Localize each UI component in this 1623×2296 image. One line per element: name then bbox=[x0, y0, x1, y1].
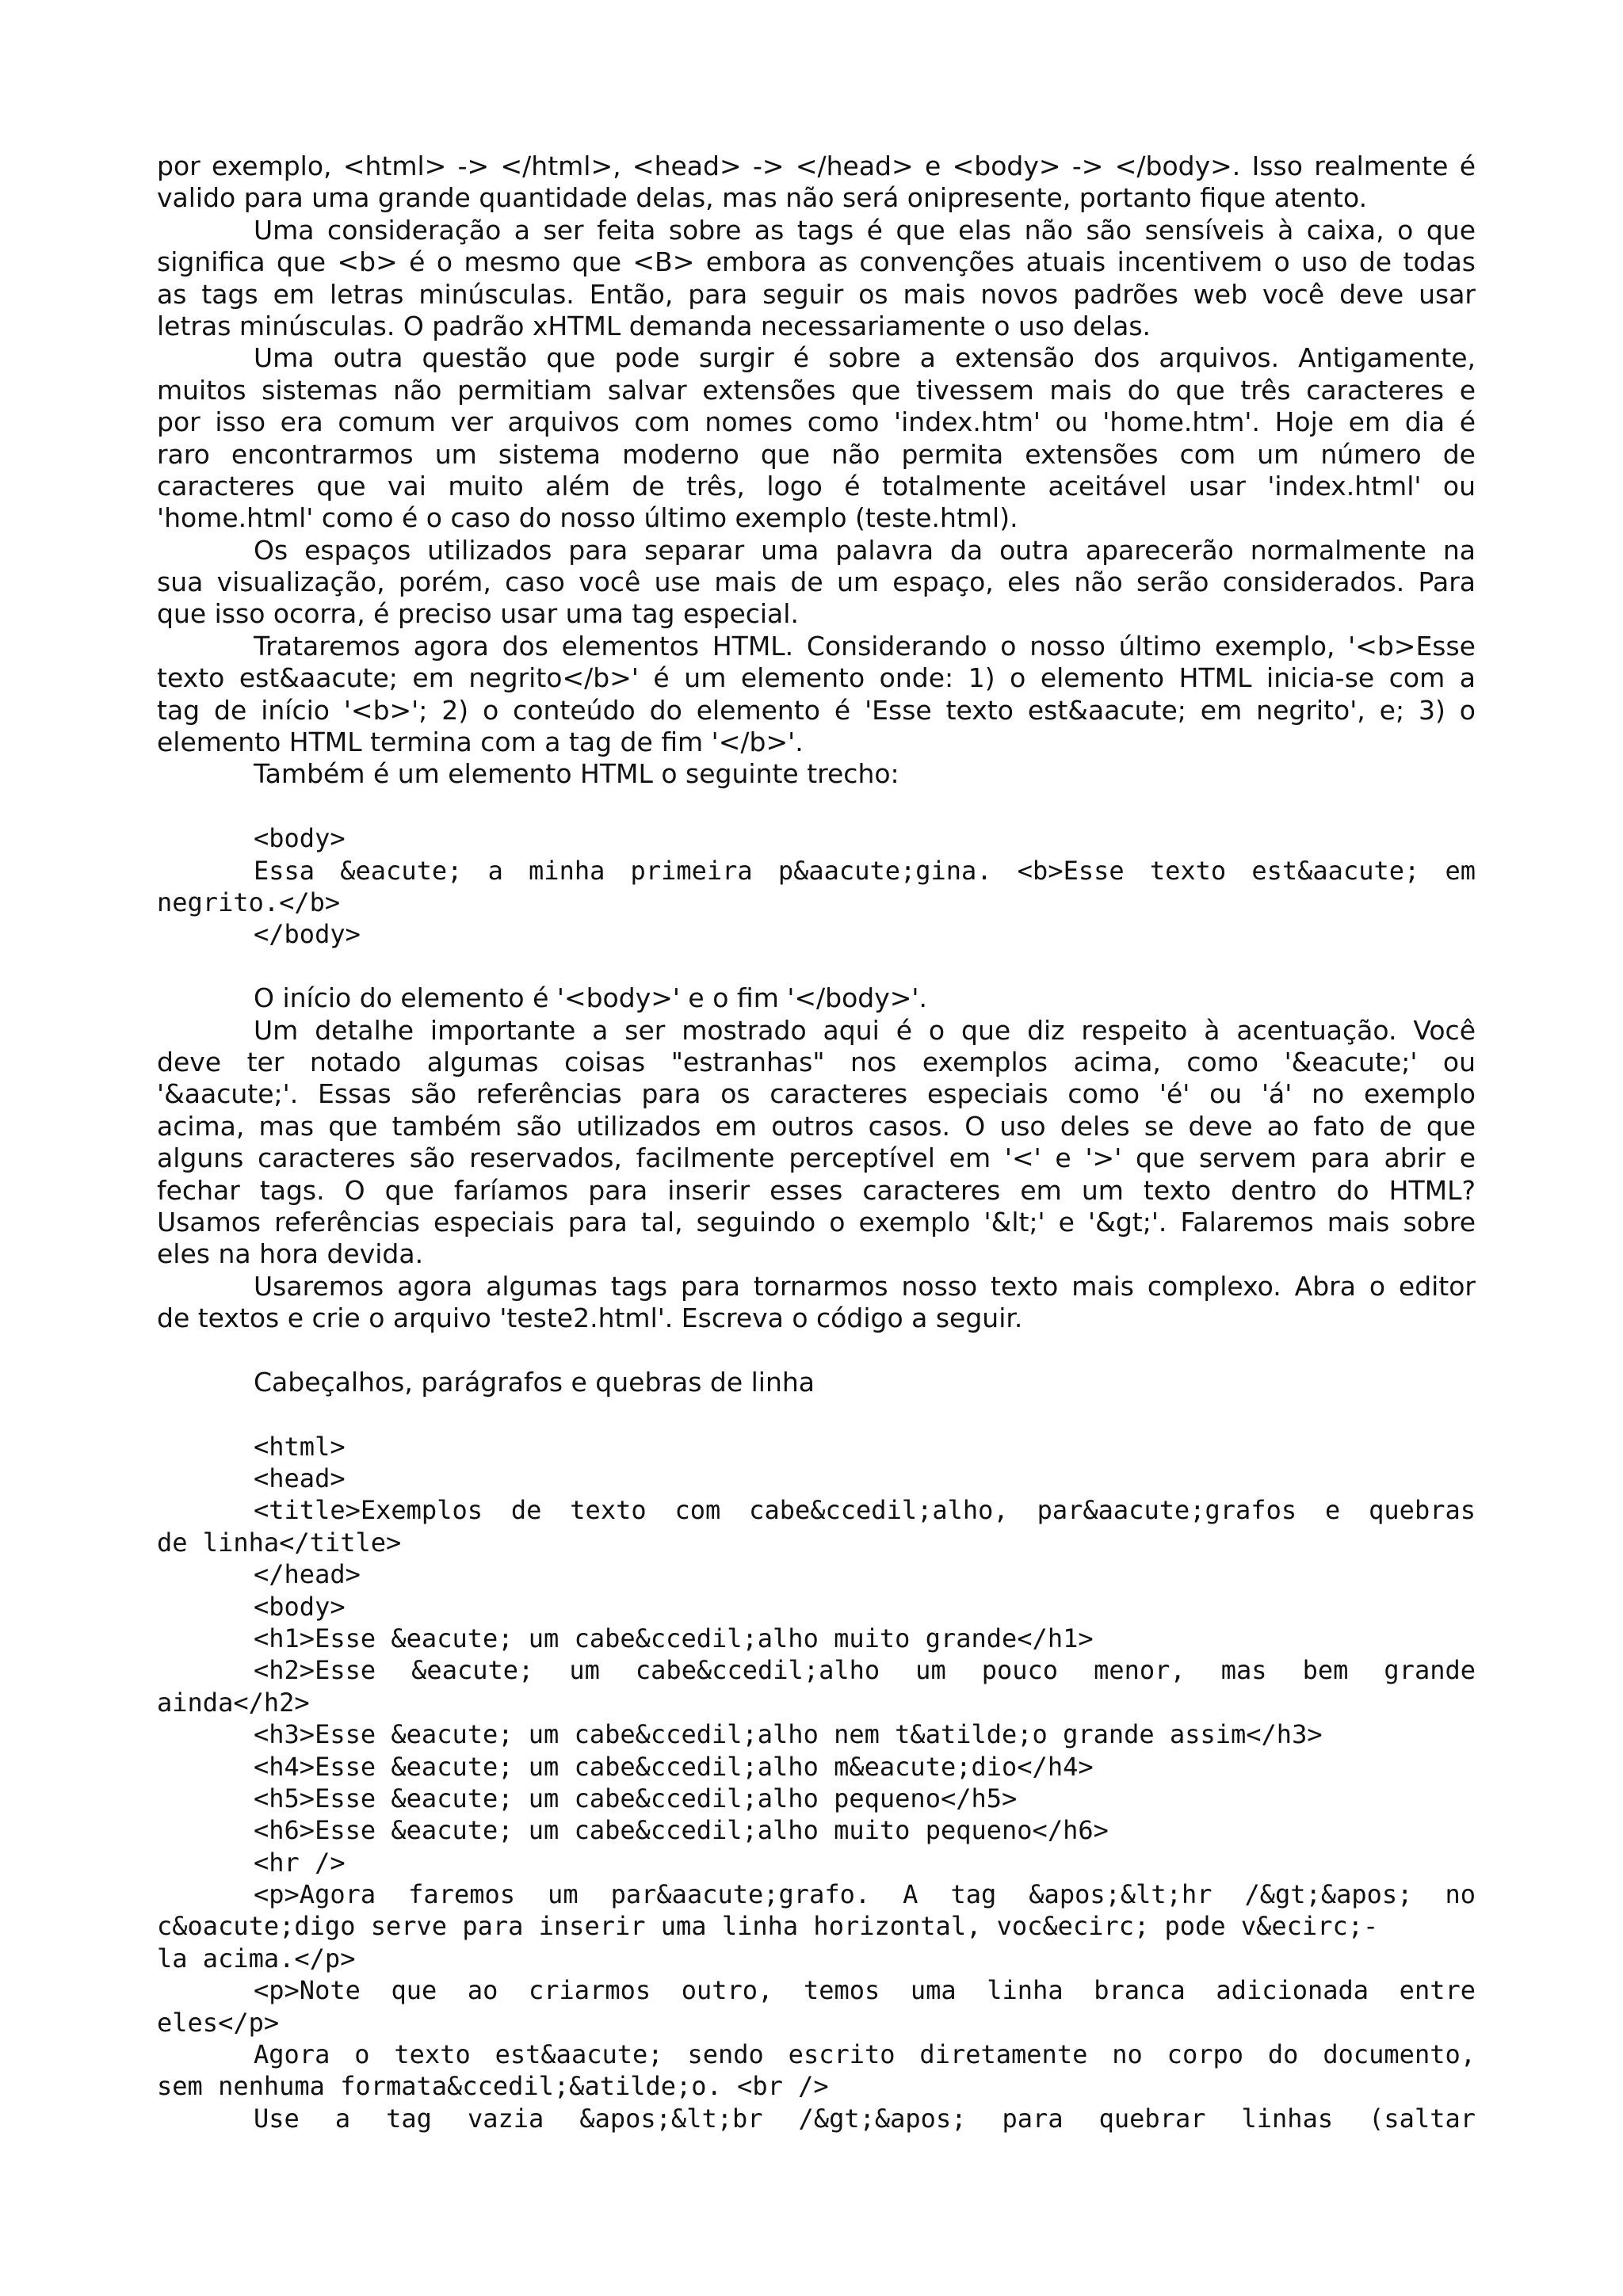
text-line: eles</p> bbox=[157, 2007, 280, 2038]
text-line: texto est&aacute; em negrito</b>' é um elemento onde: 1) o elemento HTML inicia-se com a bbox=[157, 662, 1476, 694]
text-line: la acima.</p> bbox=[157, 1943, 356, 1974]
blank-line bbox=[157, 791, 1476, 822]
text-line: <h3>Esse &eacute; um cabe&ccedil;alho nem t&atilde;o grande assim</h3> bbox=[254, 1719, 1323, 1750]
text-line: sem nenhuma formata&ccedil;&atilde;o. <br /> bbox=[157, 2071, 829, 2102]
text-line: Usaremos agora algumas tags para tornarmos nosso texto mais complexo. Abra o editor bbox=[254, 1270, 1476, 1302]
text-line: raro encontrarmos um sistema moderno que não permita extensões com um número de bbox=[157, 438, 1476, 470]
text-line: <html> bbox=[254, 1431, 346, 1462]
text-line: tag de início '<b>'; 2) o conteúdo do elemento é 'Esse texto est&aacute; em negrito', e; 3) o bbox=[157, 694, 1476, 726]
text-line: elemento HTML termina com a tag de fim '</b>'. bbox=[157, 727, 804, 758]
text-line: Usamos referências especiais para tal, seguindo o exemplo '&lt;' e '&gt;'. Falaremos mais sobre bbox=[157, 1206, 1476, 1238]
text-line: <h1>Esse &eacute; um cabe&ccedil;alho muito grande</h1> bbox=[254, 1623, 1094, 1653]
text-line: acima, mas que também são utilizados em outros casos. O uso deles se deve ao fato de que bbox=[157, 1110, 1476, 1142]
blank-line bbox=[157, 951, 1476, 982]
text-line: <body> bbox=[254, 1591, 346, 1622]
text-line: Uma outra questão que pode surgir é sobre a extensão dos arquivos. Antigamente, bbox=[254, 342, 1476, 374]
text-line: de linha</title> bbox=[157, 1527, 402, 1558]
text-line: <hr /> bbox=[254, 1847, 346, 1878]
text-line: O início do elemento é '<body>' e o fim '</body>'. bbox=[254, 982, 927, 1014]
text-line: <head> bbox=[254, 1463, 346, 1494]
text-line: '&aacute;'. Essas são referências para os caracteres especiais como 'é' ou 'á' no exemplo bbox=[157, 1078, 1476, 1110]
text-line: ainda</h2> bbox=[157, 1687, 310, 1718]
text-line: por isso era comum ver arquivos com nomes como 'index.htm' ou 'home.htm'. Hoje em dia é bbox=[157, 406, 1476, 438]
text-line: <p>Note que ao criarmos outro, temos uma linha branca adicionada entre bbox=[254, 1975, 1476, 2006]
text-line: as tags em letras minúsculas. Então, para seguir os mais novos padrões web você deve usar bbox=[157, 278, 1476, 310]
text-line: letras minúsculas. O padrão xHTML demanda necessariamente o uso delas. bbox=[157, 310, 1151, 341]
text-line: <title>Exemplos de texto com cabe&ccedil;alho, par&aacute;grafos e quebras bbox=[254, 1495, 1476, 1526]
text-line: alguns caracteres são reservados, facilmente perceptível em '<' e '>' que servem para abrir e bbox=[157, 1142, 1476, 1174]
text-line: <h6>Esse &eacute; um cabe&ccedil;alho muito pequeno</h6> bbox=[254, 1815, 1109, 1846]
text-line: Essa &eacute; a minha primeira p&aacute;gina. <b>Esse texto est&aacute; em bbox=[254, 855, 1476, 886]
blank-line bbox=[157, 1398, 1476, 1430]
text-line: Use a tag vazia &apos;&lt;br /&gt;&apos; para quebrar linhas (saltar bbox=[254, 2103, 1476, 2134]
document-page bbox=[157, 151, 1476, 2134]
text-line: Cabeçalhos, parágrafos e quebras de linha bbox=[254, 1366, 815, 1398]
text-line: Os espaços utilizados para separar uma palavra da outra aparecerão normalmente na bbox=[254, 534, 1476, 566]
text-line: Um detalhe importante a ser mostrado aqui é o que diz respeito à acentuação. Você bbox=[254, 1014, 1476, 1046]
text-line: <body> bbox=[254, 823, 346, 854]
text-line: que isso ocorra, é preciso usar uma tag especial. bbox=[157, 598, 799, 630]
text-line: caracteres que vai muito além de três, logo é totalmente aceitável usar 'index.html' ou bbox=[157, 470, 1476, 502]
text-line: <h5>Esse &eacute; um cabe&ccedil;alho pequeno</h5> bbox=[254, 1783, 1018, 1814]
text-line: de textos e crie o arquivo 'teste2.html'. Escreva o código a seguir. bbox=[157, 1302, 1023, 1334]
text-line: por exemplo, <html> -> </html>, <head> -> </head> e <body> -> </body>. Isso realmente é bbox=[157, 151, 1476, 181]
text-line: deve ter notado algumas coisas "estranhas" nos exemplos acima, como '&eacute;' ou bbox=[157, 1046, 1476, 1077]
text-line: negrito.</b> bbox=[157, 887, 341, 917]
text-line: fechar tags. O que faríamos para inserir esses caracteres em um texto dentro do HTML? bbox=[157, 1174, 1476, 1206]
text-line: valido para uma grande quantidade delas, mas não será onipresente, portanto fique atento. bbox=[157, 182, 1368, 214]
text-line: sua visualização, porém, caso você use mais de um espaço, eles não serão considerados. Para bbox=[157, 566, 1476, 598]
text-line: muitos sistemas não permitiam salvar extensões que tivessem mais do que três caracteres e bbox=[157, 374, 1476, 406]
text-line: Trataremos agora dos elementos HTML. Considerando o nosso último exemplo, '<b>Esse bbox=[254, 630, 1476, 662]
blank-line bbox=[157, 1334, 1476, 1366]
text-line: <h2>Esse &eacute; um cabe&ccedil;alho um pouco menor, mas bem grande bbox=[254, 1655, 1476, 1686]
text-line: </body> bbox=[254, 919, 361, 950]
text-line: c&oacute;digo serve para inserir uma linha horizontal, voc&ecirc; pode v&ecirc;- bbox=[157, 1911, 1379, 1942]
text-line: <p>Agora faremos um par&aacute;grafo. A tag &apos;&lt;hr /&gt;&apos; no bbox=[254, 1879, 1476, 1910]
text-line: significa que <b> é o mesmo que <B> embora as convenções atuais incentivem o uso de todas bbox=[157, 246, 1476, 278]
text-line: Agora o texto est&aacute; sendo escrito diretamente no corpo do documento, bbox=[254, 2039, 1476, 2070]
text-line: <h4>Esse &eacute; um cabe&ccedil;alho m&eacute;dio</h4> bbox=[254, 1751, 1094, 1782]
text-line: eles na hora devida. bbox=[157, 1238, 424, 1270]
text-line: Também é um elemento HTML o seguinte trecho: bbox=[254, 758, 899, 790]
text-line: Uma consideração a ser feita sobre as tags é que elas não são sensíveis à caixa, o que bbox=[254, 214, 1476, 246]
text-line: </head> bbox=[254, 1559, 361, 1590]
text-line: 'home.html' como é o caso do nosso último exemplo (teste.html). bbox=[157, 502, 1018, 534]
